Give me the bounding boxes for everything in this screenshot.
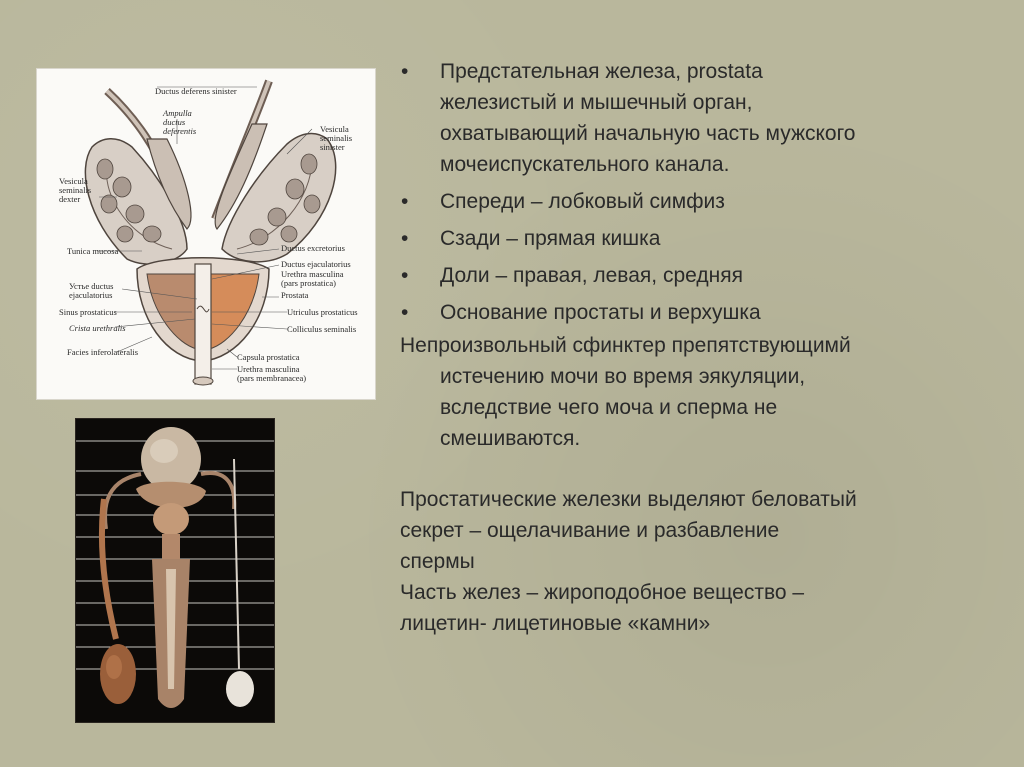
bullet-line: Сзади – прямая кишка	[440, 227, 661, 250]
sphincter-line-2: истечению мочи во время эякуляции,	[440, 365, 806, 388]
anatomy-illustration	[36, 68, 376, 400]
bullet-front	[400, 186, 1000, 217]
label-ampulla-ductus-deferentis	[163, 109, 196, 136]
bullet-definition	[400, 56, 1000, 180]
text-block	[400, 56, 1000, 639]
label-colliculus-seminalis: Colliculus seminalis	[287, 324, 357, 334]
label-vesicula-sinister-line-1: Vesicula	[320, 124, 349, 134]
label-urethra-prostatica	[281, 270, 344, 288]
label-vesicula-seminalis-sinister	[320, 125, 352, 152]
bullet-marker: •	[401, 60, 409, 83]
bullet-list	[400, 56, 1000, 328]
label-tunica-mucosa: Tunica mucosa	[67, 246, 119, 256]
specimen-drawing	[76, 419, 274, 722]
secretion-line-2: секрет – ощелачивание и разбавление	[400, 519, 780, 542]
secretion-line-3: спермы	[400, 550, 475, 573]
sphincter-paragraph	[400, 330, 1000, 454]
bullet-line: мочеиспускательного канала.	[440, 153, 730, 176]
lecithin-line-1: Часть желез – жироподобное вещество –	[400, 581, 805, 604]
bullet-marker: •	[401, 227, 409, 250]
paragraph-gap	[400, 454, 1000, 484]
bullet-line: железистый и мышечный орган,	[440, 91, 753, 114]
bullet-marker: •	[401, 190, 409, 213]
sphincter-line-1: Непроизвольный сфинктер препятствующимй	[400, 334, 851, 357]
label-vesicula-sinister-line-2: seminalis	[320, 133, 353, 143]
label-capsula-prostatica: Capsula prostatica	[237, 352, 300, 362]
label-urethra-membranacea-line-1: Urethra masculina	[237, 364, 300, 374]
bullet-base-apex	[400, 297, 1000, 328]
sphincter-line-4: смешиваются.	[440, 427, 581, 450]
label-ampulla-line-2: ductus	[163, 117, 186, 127]
sphincter-line-3: вследствие чего моча и сперма не	[440, 396, 778, 419]
bullet-line: Спереди – лобковый симфиз	[440, 190, 725, 213]
label-ductus-ejaculatorius: Ductus ejaculatorius	[281, 259, 351, 269]
bullet-back	[400, 223, 1000, 254]
label-urethra-membranacea-line-2: (pars membranacea)	[237, 373, 307, 383]
bullet-lobes	[400, 260, 1000, 291]
label-ustye-line-1: Устье ductus	[69, 281, 114, 291]
label-prostata: Prostata	[281, 290, 309, 300]
label-vesicula-seminalis-dexter	[59, 177, 91, 204]
secretion-line-1: Простатические железки выделяют беловатый	[400, 488, 857, 511]
bullet-line: Доли – правая, левая, средняя	[440, 264, 743, 287]
label-vesicula-dexter-line-3: dexter	[59, 194, 81, 204]
label-vesicula-sinister-line-3: sinister	[320, 142, 345, 152]
bullet-marker: •	[401, 301, 409, 324]
specimen-photo	[75, 418, 275, 723]
label-urethra-prostatica-line-1: Urethra masculina	[281, 269, 344, 279]
label-ustye-ductus-ejaculatorius	[69, 282, 113, 300]
lecithin-paragraph	[400, 577, 1000, 639]
label-sinus-prostaticus: Sinus prostaticus	[59, 307, 117, 317]
label-ampulla-line-1: Ampulla	[163, 108, 192, 118]
bullet-line: Предстательная железа, prostata	[440, 60, 763, 83]
label-facies-inferolateralis: Facies inferolateralis	[67, 347, 139, 357]
label-crista-urethralis: Crista urethralis	[69, 323, 126, 333]
label-ductus-deferens-sinister: Ductus deferens sinister	[155, 86, 237, 96]
label-urethra-membranacea	[237, 365, 306, 383]
label-ductus-excretorius: Ductus excretorius	[281, 243, 345, 253]
bullet-line: Основание простаты и верхушка	[440, 301, 761, 324]
bullet-line: охватывающий начальную часть мужского	[440, 122, 856, 145]
label-ustye-line-2: ejaculatorius	[69, 290, 113, 300]
label-utriculus-prostaticus: Utriculus prostaticus	[287, 307, 358, 317]
label-vesicula-dexter-line-2: seminalis	[59, 185, 92, 195]
bullet-marker: •	[401, 264, 409, 287]
secretion-paragraph	[400, 484, 1000, 577]
label-ampulla-line-3: deferentis	[163, 126, 197, 136]
lecithin-line-2: лицетин- лицетиновые «камни»	[400, 612, 711, 635]
label-urethra-prostatica-line-2: (pars prostatica)	[281, 278, 336, 288]
label-vesicula-dexter-line-1: Vesicula	[59, 176, 88, 186]
